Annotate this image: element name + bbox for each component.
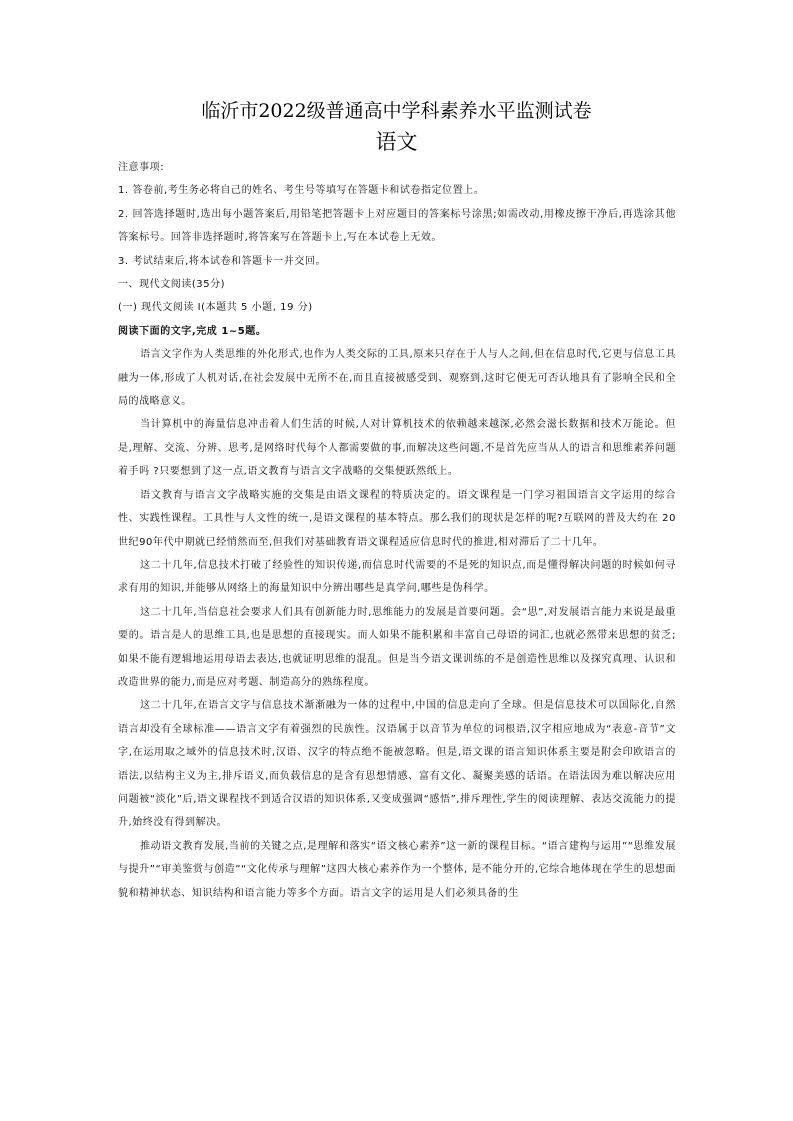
- note-item-2: 2. 回答选择题时,选出每小题答案后,用铅笔把答题卡上对应题目的答案标号涂黑;如需改动,用橡皮擦干净后,再选涂其他答案标号。回答非选择题时,将答案写在答题卡上,写在本试卷上无效。: [118, 208, 676, 244]
- subject-title: 语文: [375, 130, 418, 154]
- section-heading: 一、现代文阅读(35分): [118, 279, 226, 291]
- passage-paragraph-3: 语文教育与语言文字战略实施的交集是由语文课程的特质决定的。语文课程是一门学习祖国语言文字运用的综合性、实践性课程。工具性与人文性的统一,是语文课程的基本特点。那么我们的现状是怎样的呢?互联网的普及大约在 20世纪90年代中期就已经悄然而至,但我们对基础教育语文课程适应信息时代的推进,相对滞后了二十几年。: [118, 489, 676, 548]
- notes-heading: 注意事项:: [118, 162, 165, 173]
- passage-paragraph-1: 语言文字作为人类思维的外化形式,也作为人类交际的工具,原来只存在于人与人之间,但在信息时代,它更与信息工具融为一体,形成了人机对话,在社会发展中无所不在,而且直接被感受到、观察到,这时它便无可否认地具有了影响全民和全局的战略意义。: [118, 349, 676, 408]
- note-item-1: 1. 答卷前,考生务必将自己的姓名、考生号等填写在答题卡和试卷指定位置上。: [118, 185, 485, 197]
- passage-paragraph-2: 当计算机中的海量信息冲击着人们生活的时候,人对计算机技术的依赖越来越深,必然会滋长数据和技术万能论。但是,理解、交流、分辨、思考,是网络时代每个人都需要做的事,而解决这些问题,不是首先应当从人的语言和思维素养问题着手吗 ?只要想到了这一点,语文教育与语言文字战略的交集便跃然纸上。: [118, 419, 676, 478]
- passage-paragraph-6: 这二十几年,在语言文字与信息技术渐渐融为一体的过程中,中国的信息走向了全球。但是信息技术可以国际化,自然语言却没有全球标准——语言文字有着强烈的民族性。汉语属于以音节为单位的词根语,汉字相应地成为“表意-音节”文字,在运用取之域外的信息技术时,汉语、汉字的特点绝不能被忽略。但是,语文课的语言知识体系主要是附会印欧语言的语法,以结构主义为主,排斥语义,而负载信息的是含有思想情感、富有文化、凝聚美感的话语。在语法因为难以解决应用问题被“淡化”后,语文课程找不到适合汉语的知识体系,又变成强调“感悟”,排斥理性,学生的阅读理解、表达交流能力的提升,始终没有得到解决。: [118, 700, 676, 829]
- section-subheading: (一) 现代文阅读 I(本题共 5 小题, 19 分): [118, 302, 313, 314]
- document-body: [118, 156, 676, 905]
- passage-paragraph-5: 这二十几年,当信息社会要求人们具有创新能力时,思维能力的发展是首要问题。会“思”,对发展语言能力来说是最重要的。语言是人的思维工具,也是思想的直接现实。而人如果不能积累和丰富自己母语的词汇,也就必然带来思想的贫乏;如果不能有逻辑地运用母语去表达,也就证明思维的混乱。但是当今语文课训练的不是创造性思维以及探究真理、认识和改造世界的能力,而是应对考题、制造高分的熟练程度。: [118, 606, 676, 688]
- passage-paragraph-7: 推动语文教育发展,当前的关键之点,是理解和落实“语文核心素养”这一新的课程目标。“语言建构与运用”“思维发展与提升”“审美鉴赏与创造”“文化传承与理解”这四大核心素养作为一个整体, 是不能分开的,它综合地体现在学生的思想面貌和精神状态、知识结构和语言能力等多个方面。语言文字的运用是人们必须具备的生: [118, 840, 676, 899]
- page-title: 临沂市2022级普通高中学科素养水平监测试卷: [201, 100, 592, 122]
- passage-paragraph-4: 这二十几年,信息技术打破了经验性的知识传递,而信息时代需要的不是死的知识点,而是懂得解决问题的时候如何寻求有用的知识,并能够从网络上的海量知识中分辨出哪些是真学问,哪些是伪科学。: [118, 559, 676, 595]
- reading-instruction: 阅读下面的文字,完成 1~5题。: [118, 325, 267, 337]
- note-item-3: 3. 考试结束后,将本试卷和答题卡一并交回。: [118, 255, 326, 267]
